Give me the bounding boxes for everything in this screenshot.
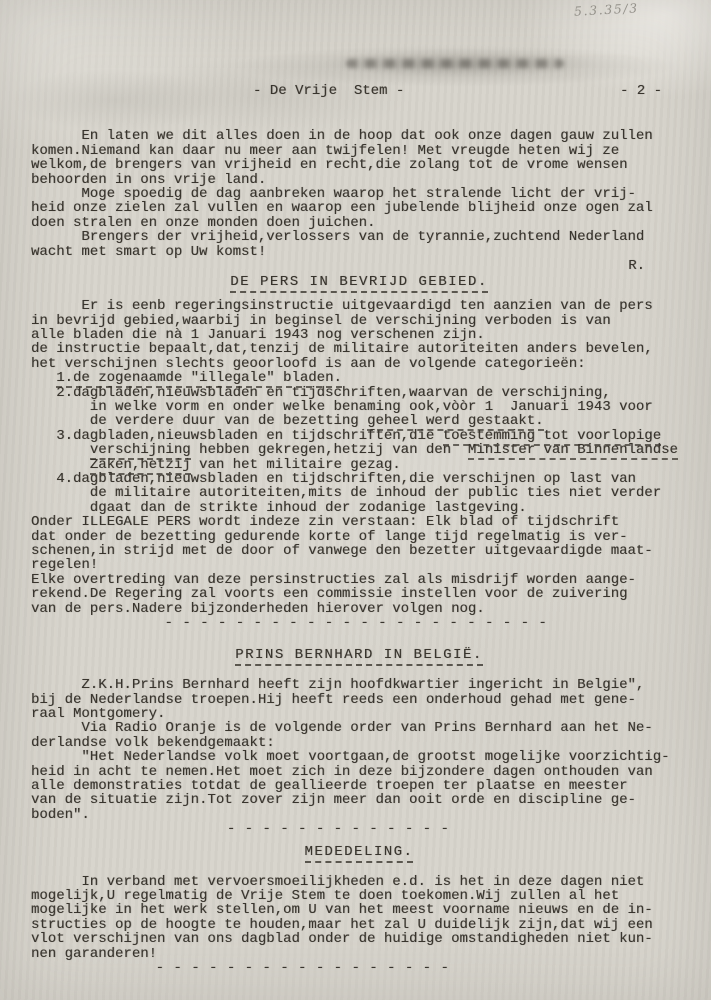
text-line xyxy=(31,414,687,428)
text-line: En laten we dit alles doen in de hoop dat ook onze dagen gauw zullen xyxy=(31,128,653,145)
separator-dashes: - - - - - - - - - - - - - - - - - xyxy=(31,959,450,976)
section-heading-mededeling xyxy=(31,845,687,861)
text-segment xyxy=(31,370,56,386)
text-line: behoorden in ons vrije land. xyxy=(31,171,267,188)
text-line: heid in acht te nemen.Het moet zich in deze bijzondere dagen onthouden van xyxy=(31,763,653,780)
text-line: In verband met vervoersmoeilijkheden e.d. is het in deze dagen niet xyxy=(31,873,645,890)
text-line: alle bladen die nà 1 Januari 1943 nog verschenen zijn. xyxy=(31,327,485,344)
text-line: rekend.De Regering zal voorts een commissie instellen voor de zuivering xyxy=(31,586,628,603)
text-line: Via Radio Oranje is de volgende order van Prins Bernhard aan het Ne- xyxy=(31,720,653,737)
text-line: alle demonstraties totdat de geallieerde troepen ter plaatse en meester xyxy=(31,778,628,795)
text-line: wacht met smart op Uw komst! xyxy=(31,243,267,260)
section-heading-text: DE PERS IN BEVRIJD GEBIED. xyxy=(230,274,487,293)
text-line: boden". xyxy=(31,806,90,823)
text-line: doen stralen en onze monden doen juichen. xyxy=(31,214,376,231)
separator-dashes: - - - - - - - - - - - - - - - - - - - - - - xyxy=(31,614,548,631)
text-line: dgaat dan de strikte inhoud der zodanige lastgeving. xyxy=(31,499,527,516)
underlined-text: 1.de zogenaamde "illegale" bladen. xyxy=(56,370,342,387)
document-content xyxy=(31,84,687,975)
section-heading-text: MEDEDELING. xyxy=(305,844,414,863)
text-line: mogelijke in het werk stellen,om U van het meest voorname nieuws en de in- xyxy=(31,902,653,919)
text-line: heid onze zielen zal vullen en waarop een jubelende blijheid onze ogen zal xyxy=(31,200,653,217)
text-line: Onder ILLEGALE PERS wordt indeze zin verstaan: Elk blad of tijdschrift xyxy=(31,514,620,531)
underlined-text: Minister van Binnenlandse xyxy=(467,442,678,459)
text-line: komen.Niemand kan daar nu meer aan twijfelen! Met vreugde heten wij ze xyxy=(31,142,620,159)
page-header xyxy=(31,84,687,98)
text-line: Moge spoedig de dag aanbreken waarop het stralende licht der vrij- xyxy=(31,185,636,202)
text-segment: 3.dagbladen,nieuwsbladen en tijdschriften,die xyxy=(31,427,443,444)
text-line: het verschijnen slechts geoorloofd is aan de volgende categorieën: xyxy=(31,355,586,372)
document-body xyxy=(31,129,687,975)
text-line: welkom,de brengers van vrijheid en recht,die zolang tot de vrome wensen xyxy=(31,157,628,174)
text-line: schenen,in strijd met de door of vanwege den bezetter uitgevaardigde maat- xyxy=(31,542,653,559)
text-line xyxy=(31,443,687,457)
text-line: dat onder de bezetting gedurende korte of lange tijd regelmatig is ver- xyxy=(31,528,628,545)
text-line: in welke vorm en onder welke benaming ook,vòòr 1 Januari 1943 voor xyxy=(31,399,653,416)
text-segment: van het militaire gezag. xyxy=(190,456,401,473)
text-line: Er is eenb regeringsinstructie uitgevaardigd ten aanzien van de pers xyxy=(31,298,653,315)
section-heading-bernhard xyxy=(31,648,687,664)
separator-dashes: - - - - - - - - - - - - - xyxy=(31,821,450,838)
text-line: "Het Nederlandse volk moet voortgaan,de grootst mogelijke voorzichtig- xyxy=(31,749,670,766)
handwritten-archive-number: 5.3.35/3 xyxy=(573,0,640,19)
text-line: de instructie bepaalt,dat,tenzij de militaire autoriteiten anders bevelen, xyxy=(31,341,653,358)
text-line: derlandse volk bekendgemaakt: xyxy=(31,734,275,751)
text-line: van de situatie zijn.Tot zover zijn meer dan ooit orde en discipline ge- xyxy=(31,792,636,809)
author-initial: R. xyxy=(628,257,645,274)
text-line: van de pers.Nadere bijzonderheden hierover volgen nog. xyxy=(31,600,485,617)
underlined-text: Zaken,hetzij xyxy=(89,456,191,473)
text-line: raal Montgomery. xyxy=(31,706,166,723)
section-heading-pers xyxy=(31,275,687,291)
page-number: - 2 - xyxy=(620,83,663,99)
text-segment: de verdere duur van de bezetting xyxy=(31,413,368,430)
text-line: structies op de hoogte te houden,maar het zal U duidelijk zijn,dat wij een xyxy=(31,916,653,933)
underlined-text: verschijning xyxy=(89,442,191,459)
text-line xyxy=(31,371,687,385)
text-line: Elke overtreding van deze persinstructies zal als misdrijf worden aange- xyxy=(31,571,636,588)
text-line: in bevrijd gebied,waarbij in beginsel de verschijning verboden is van xyxy=(31,312,611,329)
underlined-text: geheel werd gestaakt. xyxy=(367,413,544,430)
underlined-text: toestemming tot voorlopige xyxy=(442,427,662,444)
text-line: de militaire autoriteiten,mits de inhoud der public ties niet verder xyxy=(31,485,662,502)
text-line: Z.K.H.Prins Bernhard heeft zijn hoofdkwartier ingericht in Belgie", xyxy=(31,677,645,694)
text-segment: hebben gekregen,hetzij van den xyxy=(190,442,468,459)
text-line: nen garanderen! xyxy=(31,945,158,962)
document-title: - De Vrije Stem - xyxy=(253,83,405,99)
photocopy-smudge xyxy=(346,59,564,68)
text-line: Brengers der vrijheid,verlossers van de tyrannie,zuchtend Nederland xyxy=(31,229,645,246)
text-line: 2.dagbladen,nieuwsbladen en tijdschriften,waarvan de verschijning, xyxy=(31,384,611,401)
text-line: bij de Nederlandse troepen.Hij heeft reeds een onderhoud gehad met gene- xyxy=(31,691,636,708)
text-line: vlot verschijnen van ons dagblad onder de huidige omstandigheden niet kun- xyxy=(31,931,653,948)
text-line: regelen! xyxy=(31,557,99,574)
section-heading-text: PRINS BERNHARD IN BELGIË. xyxy=(235,647,483,666)
text-line: mogelijk,U regelmatig de Vrije Stem te doen toekomen.Wij zullen al het xyxy=(31,887,620,904)
text-line: 4.dagbladen,nieuwsbladen en tijdschriften,die verschijnen op last van xyxy=(31,470,636,487)
